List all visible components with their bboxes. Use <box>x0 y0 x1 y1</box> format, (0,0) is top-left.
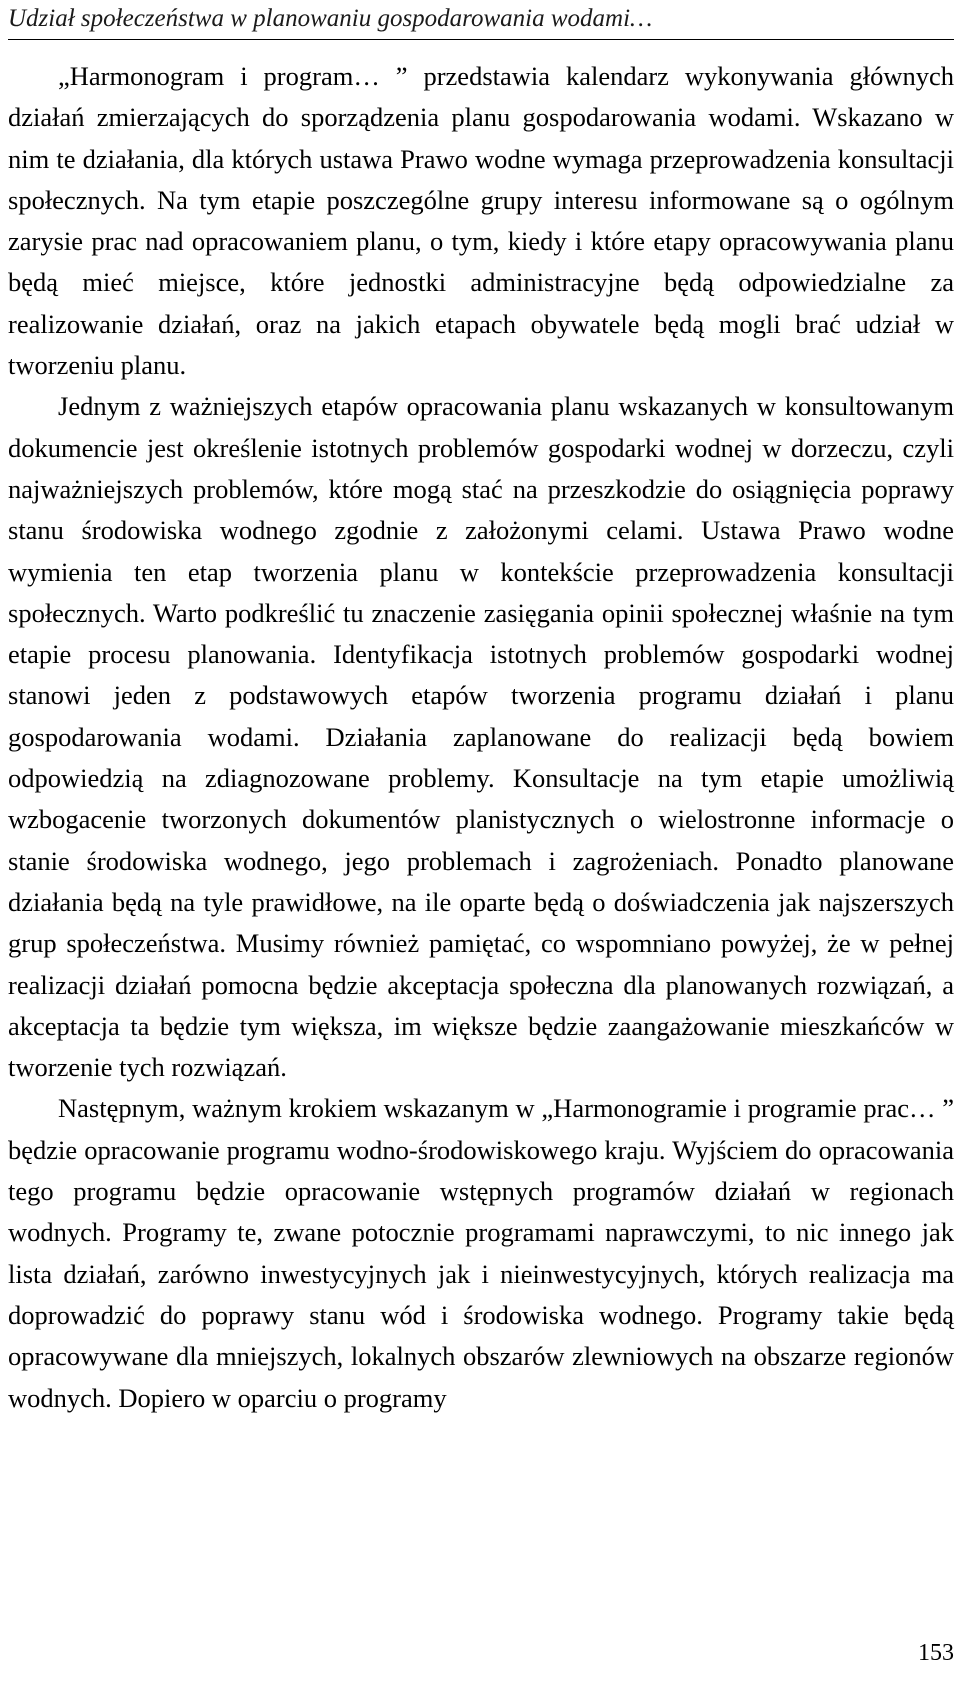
running-header: Udział społeczeństwa w planowaniu gospodarowania wodami… <box>8 5 653 32</box>
header-divider <box>8 39 954 40</box>
paragraph-2: Jednym z ważniejszych etapów opracowania planu wskazanych w konsultowanym dokumencie jest określenie istotnych problemów gospodarki wodnej w dorzeczu, czyli najważniejszych problemów, które mogą stać na przeszkodzie do osiągnięcia poprawy stanu środowiska wodnego zgodnie z założonymi celami. Ustawa Prawo wodne wymienia ten etap tworzenia planu w kontekście przeprowadzenia konsultacji społecznych. Warto podkreślić tu znaczenie zasięgania opinii społecznej właśnie na tym etapie procesu planowania. Identyfikacja istotnych problemów gospodarki wodnej stanowi jeden z podstawowych etapów tworzenia programu działań i planu gospodarowania wodami. Działania zaplanowane do realizacji będą bowiem odpowiedzią na zdiagnozowane problemy. Konsultacje na tym etapie umożliwią wzbogacenie tworzonych dokumentów planistycznych o wielostronne informacje o stanie środowiska wodnego, jego problemach i zagrożeniach. Ponadto planowane działania będą na tyle prawidłowe, na ile oparte będą o doświadczenia jak najszerszych grup społeczeństwa. Musimy również pamiętać, co wspomniano powyżej, że w pełnej realizacji działań pomocna będzie akceptacja społeczna dla planowanych rozwiązań, a akceptacja ta będzie tym większa, im większe będzie zaangażowanie mieszkańców w tworzenie tych rozwiązań. <box>8 391 954 1083</box>
body-text <box>8 56 954 1419</box>
page-number: 153 <box>918 1640 954 1666</box>
paragraph-3: Następnym, ważnym krokiem wskazanym w „Harmonogramie i programie prac… ” będzie opracowanie programu wodno-środowiskowego kraju. Wyjściem do opracowania tego programu będzie opracowanie wstępnych programów działań w regionach wodnych. Programy te, zwane potocznie programami naprawczymi, to nic innego jak lista działań, zarówno inwestycyjnych jak i nieinwestycyjnych, których realizacja ma doprowadzić do poprawy stanu wód i środowiska wodnego. Programy takie będą opracowywane dla mniejszych, lokalnych obszarów zlewniowych na obszarze regionów wodnych. Dopiero w oparciu o programy <box>8 1093 954 1413</box>
paragraph-1: „Harmonogram i program… ” przedstawia kalendarz wykonywania głównych działań zmierzających do sporządzenia planu gospodarowania wodami. Wskazano w nim te działania, dla których ustawa Prawo wodne wymaga przeprowadzenia konsultacji społecznych. Na tym etapie poszczególne grupy interesu informowane są o ogólnym zarysie prac nad opracowaniem planu, o tym, kiedy i które etapy opracowywania planu będą mieć miejsce, które jednostki administracyjne będą odpowiedzialne za realizowanie działań, oraz na jakich etapach obywatele będą mogli brać udział w tworzeniu planu. <box>8 61 954 381</box>
